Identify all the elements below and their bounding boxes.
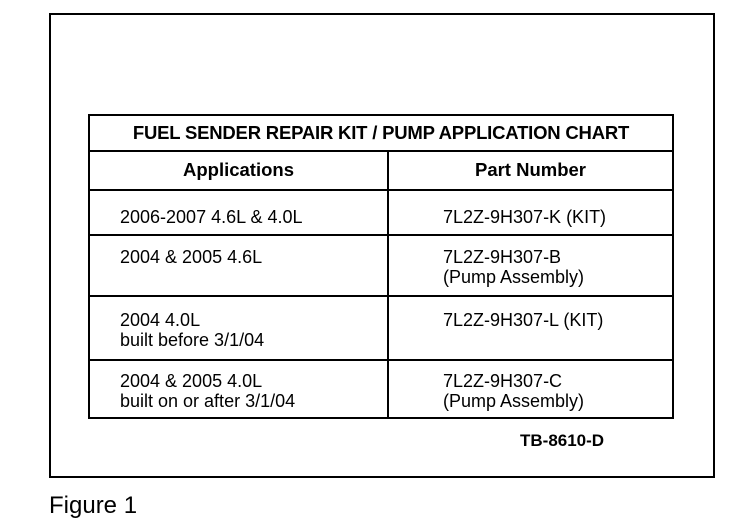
application-subtext: built before 3/1/04 xyxy=(120,330,265,350)
application-text: 2004 4.0L xyxy=(120,310,201,330)
part-number-header-cell xyxy=(389,152,672,189)
application-cell xyxy=(90,236,389,295)
part-number-header: Part Number xyxy=(474,159,587,180)
table-row xyxy=(90,297,672,361)
applications-header: Applications xyxy=(182,159,294,180)
document-code: TB-8610-D xyxy=(520,431,605,450)
table-row xyxy=(90,361,672,417)
part-number-cell xyxy=(389,361,672,417)
application-chart-table xyxy=(88,114,674,419)
part-number-cell xyxy=(389,236,672,295)
header-row xyxy=(90,152,672,191)
part-number-cell xyxy=(389,297,672,359)
applications-header-cell xyxy=(90,152,389,189)
table-row xyxy=(90,236,672,297)
figure-caption: Figure 1 xyxy=(49,492,138,519)
part-number-subtext: (Pump Assembly) xyxy=(443,391,585,411)
application-text: 2004 & 2005 4.6L xyxy=(120,247,263,267)
application-text: 2006-2007 4.6L & 4.0L xyxy=(120,207,303,227)
part-number-subtext: (Pump Assembly) xyxy=(443,267,585,287)
chart-title: FUEL SENDER REPAIR KIT / PUMP APPLICATION CHART xyxy=(90,116,672,152)
application-cell xyxy=(90,297,389,359)
table-row xyxy=(90,191,672,236)
part-number-cell xyxy=(389,191,672,234)
part-number-text: 7L2Z-9H307-K (KIT) xyxy=(443,207,607,227)
part-number-text: 7L2Z-9H307-B xyxy=(443,247,562,267)
part-number-text: 7L2Z-9H307-L (KIT) xyxy=(443,310,604,330)
application-cell xyxy=(90,361,389,417)
application-cell xyxy=(90,191,389,234)
application-text: 2004 & 2005 4.0L xyxy=(120,371,263,391)
application-subtext: built on or after 3/1/04 xyxy=(120,391,296,411)
part-number-text: 7L2Z-9H307-C xyxy=(443,371,563,391)
